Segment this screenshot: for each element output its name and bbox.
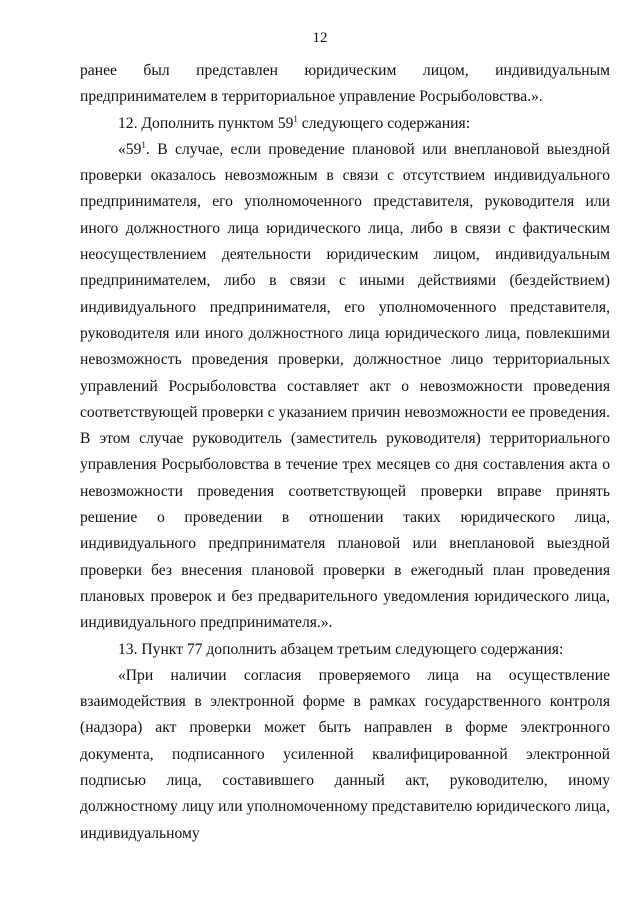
- point-59-1-number: «59: [118, 140, 142, 158]
- paragraph-quote-item-77: «При наличии согласия проверяемого лица на осуществление взаимодействия в электронной форме в рамках государственного контроля (надзора) акт проверки может быть направлен в форме электронного документа, подписанного усиленной квалифицированной электронной подписью лица, составившего данный акт, руководителю, иному должностному лицу или уполномоченному представителю юридического лица, индивидуальному: [80, 666, 610, 842]
- item-12-text: 12. Дополнить пунктом 59: [118, 114, 294, 132]
- page-number: 12: [312, 30, 328, 46]
- point-59-1-superscript: 1: [141, 139, 146, 150]
- document-body: [80, 58, 610, 847]
- point-59-1-text: . В случае, если проведение плановой или внеплановой выездной проверки оказалось невозможным в связи с отсутствием индивидуального предпринимателя, его уполномоченного представителя, руководителя или иного должностного лица юридического лица, либо в связи с фактическим неосуществлением деятельности юридическим лицом, индивидуальным предпринимателем, либо в связи с иными действиями (бездействием) индивидуального предпринимателя, его уполномоченного представителя, руководителя или иного должностного лица юридического лица, повлекшими невозможность проведения проверки, должностное лицо территориальных управлений Росрыболовства составляет акт о невозможности проведения соответствующей проверки с указанием причин невозможности ее проведения. В этом случае руководитель (заместитель руководителя) территориального управления Росрыболовства в течение трех месяцев со дня составления акта о невозможности проведения соответствующей проверки вправе принять решение о проведении в отношении таких юридического лица, индивидуального предпринимателя плановой или внеплановой выездной проверки без внесения плановой проверки в ежегодный план проведения плановых проверок и без предварительного уведомления юридического лица, индивидуального предпринимателя.».: [80, 140, 610, 632]
- paragraph-item-12: [80, 111, 610, 137]
- paragraph-continuation: ранее был представлен юридическим лицом, индивидуальным предпринимателем в территориальное управление Росрыболовства.».: [80, 62, 610, 106]
- item-12-text-end: следующего содержания:: [297, 114, 471, 132]
- paragraph-point-59-1: [80, 137, 610, 637]
- paragraph-item-13: 13. Пункт 77 дополнить абзацем третьим следующего содержания:: [118, 640, 564, 658]
- item-12-superscript: 1: [293, 113, 298, 124]
